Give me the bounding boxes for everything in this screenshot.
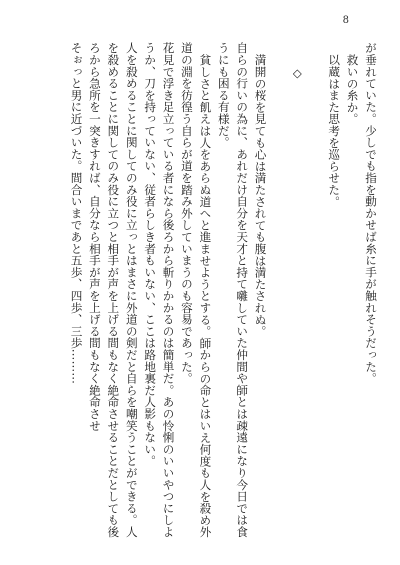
- paragraph-5: 自らの行いの為に、あれだけ自分を天才と持て囃していた仲間や師とは疎遠になり今日では食うにも困る有様だ。: [216, 42, 250, 538]
- paragraph-9: そぉっと男に近づいた。間合いまであと五歩、四歩、三歩………: [70, 42, 84, 385]
- paragraph-2: 救いの糸か。: [345, 53, 360, 125]
- paragraph-1: が垂れていた。少しでも指を動かせば糸に手が触れそうだった。: [364, 42, 378, 385]
- paragraph-7: 花見で浮き足立っている者になら後ろから斬りかかるのは簡単だ。あの怜悧のいいやつにしようか、刀を持っていない、従者らしき者もいない、ここは路地裏だ人影もない。: [143, 42, 176, 538]
- paragraph-6: 貧しさと飢えは人をあらぬ道へと進ませようとする。師からの命とはいえ何度も人を殺め外道の淵を彷徨う自らが道を踏み外していまうのも容易であった。: [179, 42, 213, 538]
- paragraph-8: 人を殺めることに関してのみ役に立っとはまさに外道の剣だと自らを嘲笑うことができる。人を殺めることに関してのみ役に立つと相手が声を上げる間もなく絶命させることだとしても後ろから急所を一突きすれば、自分なら相手が声を上げる間もなく絶命させ: [87, 42, 139, 538]
- page-number: 8: [342, 15, 349, 26]
- section-separator: ◇: [290, 66, 305, 81]
- vertical-body-text: [70, 42, 380, 542]
- paragraph-4: 満開の桜を見ても心は満たされても腹は満たされぬ。: [253, 53, 268, 337]
- paragraph-3: 以蔵はまた思考を巡らせた。: [327, 53, 342, 207]
